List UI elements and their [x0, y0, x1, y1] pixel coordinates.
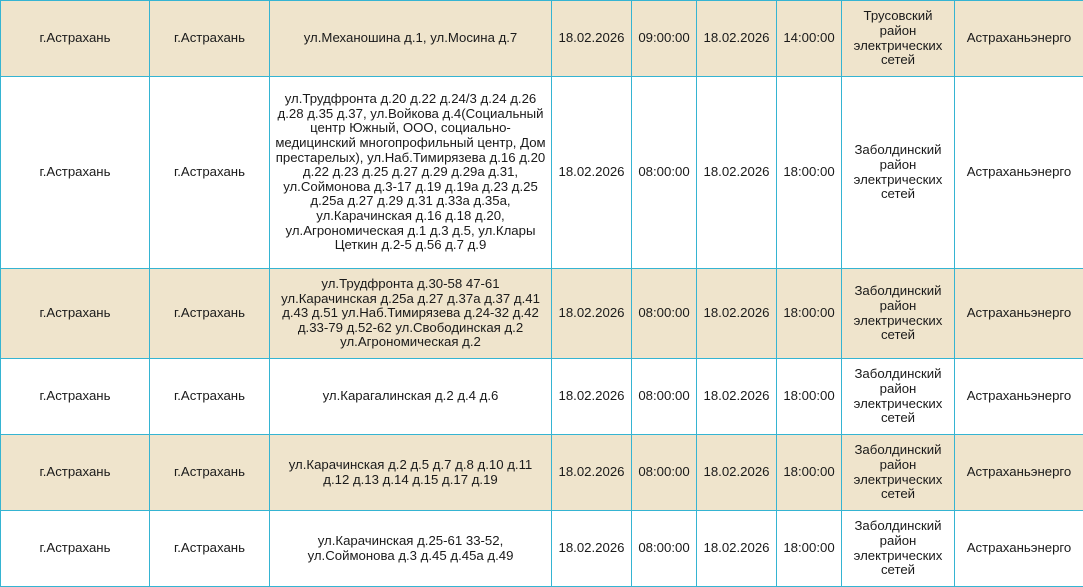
settlement-cell: г.Астрахань — [150, 435, 270, 511]
settlement-cell: г.Астрахань — [150, 1, 270, 77]
district-cell: Заболдинский район электрических сетей — [842, 269, 955, 359]
district-cell: Заболдинский район электрических сетей — [842, 77, 955, 269]
end-time-cell: 18:00:00 — [777, 511, 842, 587]
address-cell: ул.Механошина д.1, ул.Мосина д.7 — [270, 1, 552, 77]
start-date-cell: 18.02.2026 — [552, 1, 632, 77]
start-date-cell: 18.02.2026 — [552, 269, 632, 359]
start-time-cell: 08:00:00 — [632, 435, 697, 511]
district-cell: Заболдинский район электрических сетей — [842, 359, 955, 435]
table-row — [1, 359, 1083, 435]
city-cell: г.Астрахань — [1, 1, 150, 77]
settlement-cell: г.Астрахань — [150, 77, 270, 269]
city-cell: г.Астрахань — [1, 269, 150, 359]
start-time-cell: 08:00:00 — [632, 511, 697, 587]
start-date-cell: 18.02.2026 — [552, 511, 632, 587]
table-row — [1, 1, 1083, 77]
start-time-cell: 09:00:00 — [632, 1, 697, 77]
end-time-cell: 18:00:00 — [777, 435, 842, 511]
end-date-cell: 18.02.2026 — [697, 359, 777, 435]
start-time-cell: 08:00:00 — [632, 269, 697, 359]
district-cell: Трусовский район электрических сетей — [842, 1, 955, 77]
organization-cell: Астраханьэнерго — [955, 435, 1083, 511]
end-time-cell: 14:00:00 — [777, 1, 842, 77]
district-cell: Заболдинский район электрических сетей — [842, 435, 955, 511]
table-row — [1, 511, 1083, 587]
district-cell: Заболдинский район электрических сетей — [842, 511, 955, 587]
settlement-cell: г.Астрахань — [150, 511, 270, 587]
settlement-cell: г.Астрахань — [150, 359, 270, 435]
city-cell: г.Астрахань — [1, 511, 150, 587]
address-cell: ул.Трудфронта д.20 д.22 д.24/3 д.24 д.26 д.28 д.35 д.37, ул.Войкова д.4(Социальный центр Южный, ООО, социально-медицинский многопрофильный центр, Дом престарелых), ул.Наб.Тимирязева д.16 д.20 д.22 д.23 д.25 д.27 д.29 д.29а д.31, ул.Соймонова д.3-17 д.19 д.19а д.23 д.25 д.25а д.27 д.29 д.31 д.33а д.35а, ул.Карачинская д.16 д.18 д.20, ул.Агрономическая д.1 д.3 д.5, ул.Клары Цеткин д.2-5 д.56 д.7 д.9 — [270, 77, 552, 269]
table-row — [1, 77, 1083, 269]
address-cell: ул.Трудфронта д.30-58 47-61 ул.Карачинская д.25а д.27 д.37а д.37 д.41 д.43 д.51 ул.Наб.Тимирязева д.24-32 д.42 д.33-79 д.52-62 ул.Свободинская д.2 ул.Агрономическая д.2 — [270, 269, 552, 359]
end-date-cell: 18.02.2026 — [697, 511, 777, 587]
end-time-cell: 18:00:00 — [777, 77, 842, 269]
city-cell: г.Астрахань — [1, 77, 150, 269]
end-time-cell: 18:00:00 — [777, 359, 842, 435]
organization-cell: Астраханьэнерго — [955, 511, 1083, 587]
end-date-cell: 18.02.2026 — [697, 269, 777, 359]
start-time-cell: 08:00:00 — [632, 77, 697, 269]
address-cell: ул.Карагалинская д.2 д.4 д.6 — [270, 359, 552, 435]
city-cell: г.Астрахань — [1, 359, 150, 435]
start-date-cell: 18.02.2026 — [552, 435, 632, 511]
organization-cell: Астраханьэнерго — [955, 77, 1083, 269]
settlement-cell: г.Астрахань — [150, 269, 270, 359]
end-date-cell: 18.02.2026 — [697, 435, 777, 511]
organization-cell: Астраханьэнерго — [955, 1, 1083, 77]
address-cell: ул.Карачинская д.25-61 33-52, ул.Соймонова д.3 д.45 д.45а д.49 — [270, 511, 552, 587]
address-cell: ул.Карачинская д.2 д.5 д.7 д.8 д.10 д.11 д.12 д.13 д.14 д.15 д.17 д.19 — [270, 435, 552, 511]
city-cell: г.Астрахань — [1, 435, 150, 511]
start-time-cell: 08:00:00 — [632, 359, 697, 435]
table-row — [1, 269, 1083, 359]
end-time-cell: 18:00:00 — [777, 269, 842, 359]
start-date-cell: 18.02.2026 — [552, 77, 632, 269]
start-date-cell: 18.02.2026 — [552, 359, 632, 435]
organization-cell: Астраханьэнерго — [955, 269, 1083, 359]
table-row — [1, 435, 1083, 511]
end-date-cell: 18.02.2026 — [697, 77, 777, 269]
organization-cell: Астраханьэнерго — [955, 359, 1083, 435]
end-date-cell: 18.02.2026 — [697, 1, 777, 77]
